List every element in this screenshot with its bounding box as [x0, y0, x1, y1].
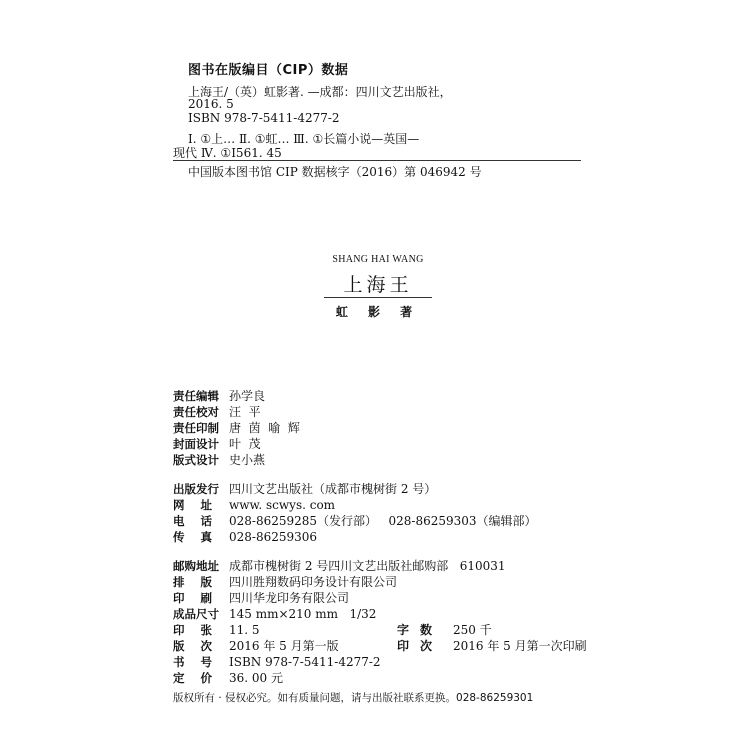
spec-value-word-count: 250 千	[453, 623, 492, 637]
spec-label: 邮购地址	[173, 559, 219, 573]
spec-label: 印 张	[173, 623, 213, 637]
spec-label: 书 号	[173, 655, 213, 669]
credit-row-cover-design	[173, 436, 261, 453]
copyright-footer: 版权所有 · 侵权必究。如有质量问题，请与出版社联系更换。028-86259301	[173, 692, 534, 704]
publisher-label: 传 真	[173, 530, 213, 544]
spec-value: 2016 年 5 月第一版	[229, 639, 339, 653]
publisher-value: 四川文艺出版社（成都市槐树街 2 号）	[229, 482, 437, 496]
credit-label: 版式设计	[173, 453, 219, 467]
credit-value: 唐 茵 喻 辉	[229, 421, 300, 435]
spec-value: 四川华龙印务有限公司	[229, 591, 350, 605]
cip-line-3: ISBN 978-7-5411-4277-2	[188, 111, 340, 125]
spec-label: 印 刷	[173, 591, 213, 605]
spec-value: ISBN 978-7-5411-4277-2	[229, 655, 381, 669]
spec-label-word-count: 字数	[397, 623, 444, 637]
credit-row-printing	[173, 420, 300, 437]
credit-value: 史小燕	[229, 453, 266, 467]
credit-label: 责任编辑	[173, 389, 219, 403]
credit-value: 汪 平	[229, 405, 261, 419]
credit-label: 封面设计	[173, 437, 219, 451]
spec-row-sheets	[173, 622, 260, 639]
publisher-label: 网 址	[173, 498, 213, 512]
credit-label: 责任校对	[173, 405, 219, 419]
spec-label: 排 版	[173, 575, 213, 589]
spec-value: 145 mm×210 mm 1/32	[229, 607, 377, 621]
spec-row-trim-size	[173, 606, 376, 623]
cip-line-4: Ⅰ. ①上… Ⅱ. ①虹… Ⅲ. ①长篇小说—英国—	[188, 132, 420, 146]
cip-line-5: 现代 Ⅳ. ①I561. 45	[173, 146, 282, 160]
credit-value: 叶 茂	[229, 437, 261, 451]
spec-value: 11. 5	[229, 623, 260, 637]
credit-label: 责任印制	[173, 421, 219, 435]
cip-line-6: 中国版本图书馆 CIP 数据核字（2016）第 046942 号	[188, 165, 482, 179]
spec-value: 36. 00 元	[229, 671, 283, 685]
publisher-row-phone	[173, 513, 537, 530]
publisher-row-publisher	[173, 481, 436, 498]
cip-title: 图书在版编目（CIP）数据	[188, 63, 349, 78]
publisher-label: 电 话	[173, 514, 213, 528]
spec-row-isbn	[173, 654, 381, 671]
credit-value: 孙学良	[229, 389, 266, 403]
credit-row-layout-design	[173, 452, 265, 469]
spec-value: 成都市槐树街 2 号四川文艺出版社邮购部 610031	[229, 559, 506, 573]
book-title-chinese: 上海王	[343, 274, 413, 296]
title-divider	[324, 297, 432, 298]
spec-label: 成品尺寸	[173, 607, 219, 621]
publisher-label: 出版发行	[173, 482, 219, 496]
credit-row-proofreader	[173, 404, 261, 421]
spec-value-printing: 2016 年 5 月第一次印刷	[453, 639, 587, 653]
cip-divider	[173, 160, 581, 161]
spec-row-price	[173, 670, 283, 687]
publisher-value: 028-86259285（发行部） 028-86259303（编辑部）	[229, 514, 537, 528]
spec-value: 四川胜翔数码印务设计有限公司	[229, 575, 398, 589]
spec-label-printing: 印次	[397, 639, 444, 653]
publisher-value: 028-86259306	[229, 530, 318, 544]
cip-line-1: 上海王/（英）虹影著. —成都：四川文艺出版社，	[188, 85, 452, 99]
publisher-row-fax	[173, 529, 317, 546]
book-author: 虹 影 著	[335, 305, 421, 319]
book-title-english: SHANG HAI WANG	[332, 254, 424, 265]
spec-label: 版 次	[173, 639, 213, 653]
spec-row-mail-order	[173, 558, 506, 575]
spec-row-edition	[173, 638, 339, 655]
credit-row-editor	[173, 388, 265, 405]
spec-label: 定 价	[173, 671, 213, 685]
cip-line-2: 2016. 5	[188, 97, 234, 111]
spec-row-typesetting	[173, 574, 397, 591]
spec-row-printer	[173, 590, 349, 607]
publisher-value: www. scwys. com	[229, 498, 336, 512]
publisher-row-website	[173, 497, 335, 514]
